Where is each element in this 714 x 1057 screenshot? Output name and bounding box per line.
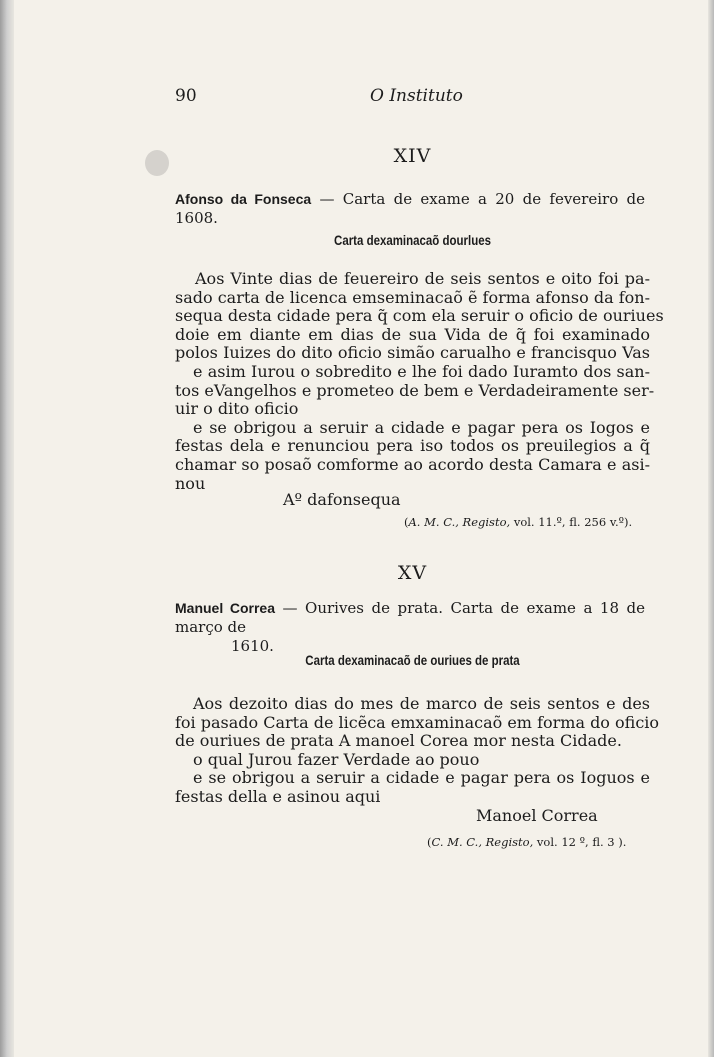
entry-heading-afonso <box>175 190 645 228</box>
text-line: polos Iuizes do dito oficio simão carualho e francisquo Vas <box>175 343 650 363</box>
text-line: foi pasado Carta de licẽca emxaminacaõ em forma do oficio <box>175 712 660 732</box>
entry-name: Manuel Correa <box>175 600 275 616</box>
document-title-xiv: Carta dexaminacaõ dourlues <box>334 232 491 248</box>
page-binding-edge <box>0 0 14 1057</box>
document-body-xiv <box>175 269 664 493</box>
text-line: festas della e asinou aqui <box>175 786 381 806</box>
text-line: Aos Vinte dias de feuereiro de seis sentos e oito foi pa- <box>195 269 650 288</box>
page-header <box>175 86 650 112</box>
text-line: e se obrigou a seruir a cidade e pagar pera os Ioguos e <box>193 768 650 788</box>
text-line: e se obrigou a seruir a cidade e pagar pera os Iogos e <box>193 417 650 437</box>
text-line: doie em diante em dias de sua Vida de q̃ foi examinado <box>175 324 650 344</box>
section-number-xv: XV <box>397 562 428 584</box>
document-title-xv: Carta dexaminacaõ de ouriues de prata <box>305 652 520 668</box>
text-line: sequa desta cidade pera q̃ com ela seruir o oficio de ouriues <box>175 306 664 326</box>
page-number: 90 <box>175 86 197 106</box>
text-line: Aos dezoito dias do mes de marco de seis sentos e des <box>193 694 650 713</box>
citation-xiv: (A. M. C., Registo, vol. 11.º, fl. 256 v.º). <box>404 515 633 529</box>
text-line: festas dela e renunciou pera iso todos os preuilegios a q̃ <box>175 436 650 456</box>
entry-description-cont: 1610. <box>231 637 274 655</box>
text-line: chamar so posaõ comforme ao acordo desta Camara e asi- <box>175 454 650 474</box>
citation-source: A. M. C., Registo, <box>408 515 511 529</box>
citation-xv: (C. M. C., Registo, vol. 12 º, fl. 3 ). <box>427 835 627 849</box>
text-line: o qual Jurou fazer Verdade ao pouo <box>193 749 480 769</box>
entry-name: Afonso da Fonseca <box>175 191 312 207</box>
entry-description: — Ourives de prata. Carta de exame a 18 de março de <box>175 599 645 636</box>
section-number-xiv: XIV <box>393 145 432 167</box>
text-line: sado carta de licenca emseminacaõ ẽ forma afonso da fon- <box>175 287 650 307</box>
citation-rest: vol. 12 º, fl. 3 ). <box>533 835 627 849</box>
signature-manoel: Manoel Correa <box>476 806 598 825</box>
signature-afonso: Aº dafonsequa <box>283 490 401 509</box>
running-title: O Instituto <box>370 86 463 106</box>
citation-source: C. M. C., Registo, <box>431 835 534 849</box>
text-line: de ouriues de prata A manoel Corea mor nesta Cidade. <box>175 731 622 751</box>
text-line: uir o dito oficio <box>175 399 299 419</box>
text-line: tos eVangelhos e prometeo de bem e Verdadeiramente ser- <box>175 380 655 400</box>
entry-description: — Carta de exame a 20 de fevereiro de 1608. <box>175 190 645 227</box>
page-right-edge <box>708 0 714 1057</box>
document-body-xv <box>175 694 660 807</box>
entry-heading-manuel <box>175 599 645 656</box>
text-line: nou <box>175 473 206 493</box>
ink-smudge <box>145 150 169 176</box>
text-line: e asim Iurou o sobredito e lhe foi dado Iuramto dos san- <box>193 361 650 381</box>
citation-rest: vol. 11.º, fl. 256 v.º). <box>510 515 633 529</box>
